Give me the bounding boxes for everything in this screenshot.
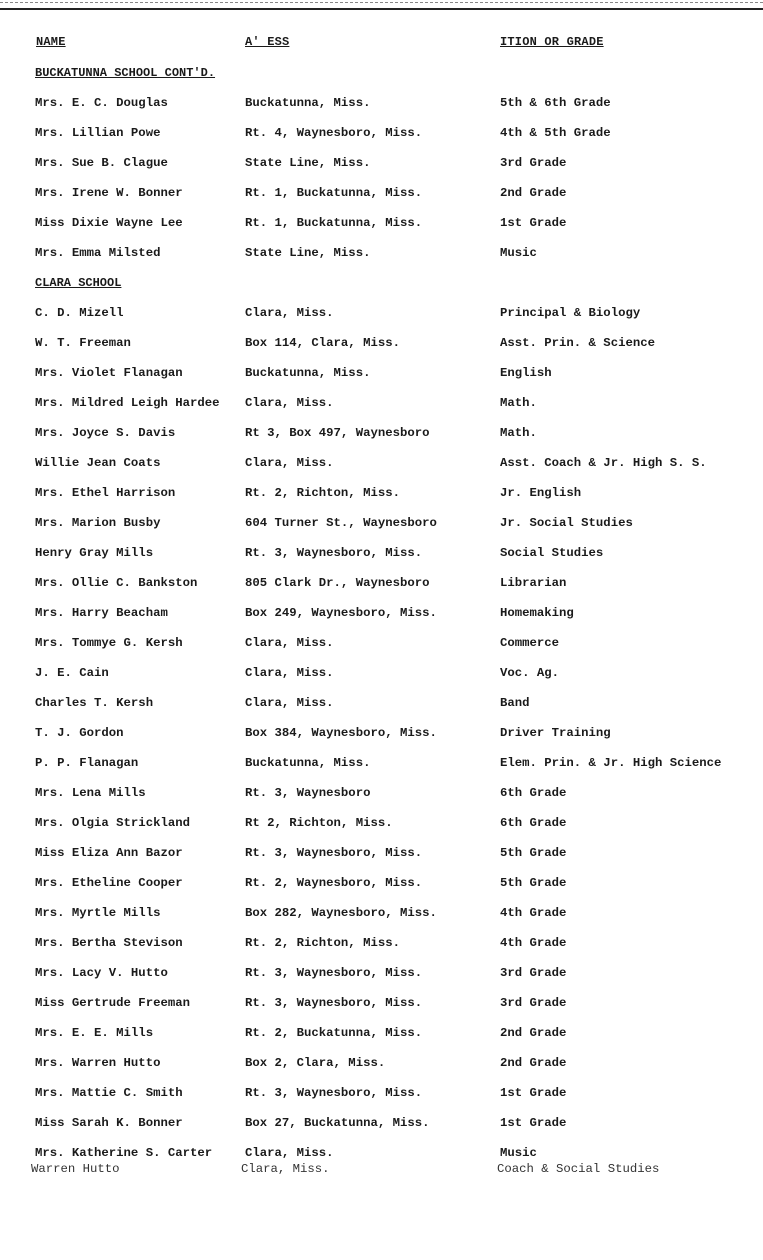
row-name: Charles T. Kersh [35,696,154,710]
table-row [0,516,763,534]
row-name: W. T. Freeman [35,336,131,350]
row-position: Homemaking [500,606,574,620]
row-position: 2nd Grade [500,186,567,200]
row-address: Box 249, Waynesboro, Miss. [245,606,437,620]
table-row [0,456,763,474]
row-name: Mrs. Joyce S. Davis [35,426,176,440]
table-row [0,756,763,774]
table-row [0,696,763,714]
row-address: Rt 2, Richton, Miss. [245,816,393,830]
row-name: Mrs. Violet Flanagan [35,366,183,380]
row-position: 5th & 6th Grade [500,96,611,110]
row-name: Mrs. Mattie C. Smith [35,1086,183,1100]
row-name: T. J. Gordon [35,726,124,740]
row-address: Rt. 2, Waynesboro, Miss. [245,876,423,890]
table-row [0,996,763,1014]
row-address: Rt. 2, Richton, Miss. [245,936,400,950]
table-row [0,606,763,624]
row-name: Mrs. Tommye G. Kersh [35,636,183,650]
row-position: Librarian [500,576,567,590]
row-address: Buckatunna, Miss. [245,96,371,110]
row-position: English [500,366,552,380]
row-name: C. D. Mizell [35,306,124,320]
row-position: Asst. Coach & Jr. High S. S. [500,456,707,470]
row-name: Miss Dixie Wayne Lee [35,216,183,230]
row-name: Mrs. Harry Beacham [35,606,168,620]
table-row [0,156,763,174]
table-row [0,576,763,594]
row-position: 1st Grade [500,1086,567,1100]
row-address: Rt. 2, Buckatunna, Miss. [245,1026,423,1040]
table-row [0,1056,763,1074]
row-position: 3rd Grade [500,966,567,980]
row-name: P. P. Flanagan [35,756,139,770]
table-row [0,1116,763,1134]
row-position: 4th Grade [500,906,567,920]
table-row [0,636,763,654]
row-name: Mrs. Etheline Cooper [35,876,183,890]
row-name: Mrs. Katherine S. Carter [35,1146,213,1160]
table-row [0,216,763,234]
row-address: Rt. 3, Waynesboro [245,786,371,800]
row-address: Clara, Miss. [245,696,334,710]
section-title-buckatunna: BUCKATUNNA SCHOOL CONT'D. [35,66,216,80]
table-row [0,846,763,864]
row-address: 805 Clark Dr., Waynesboro [245,576,430,590]
row-address: Clara, Miss. [245,1146,334,1160]
row-address: State Line, Miss. [245,156,371,170]
row-position: Jr. Social Studies [500,516,633,530]
row-address: Clara, Miss. [245,456,334,470]
row-position: 3rd Grade [500,996,567,1010]
row-position: 1st Grade [500,216,567,230]
row-name: Mrs. Lillian Powe [35,126,161,140]
row-address: Buckatunna, Miss. [245,756,371,770]
row-name: Mrs. E. E. Mills [35,1026,154,1040]
top-rule [0,8,763,10]
row-position: 6th Grade [500,786,567,800]
row-address: Rt 3, Box 497, Waynesboro [245,426,430,440]
table-row [0,486,763,504]
table-row [0,246,763,264]
row-address: Rt. 1, Buckatunna, Miss. [245,216,423,230]
table-row [0,876,763,894]
row-address: Rt. 3, Waynesboro, Miss. [245,846,423,860]
row-position: Math. [500,426,537,440]
table-row [0,366,763,384]
row-address: Box 114, Clara, Miss. [245,336,400,350]
table-row [0,186,763,204]
row-name: Mrs. Ethel Harrison [35,486,176,500]
row-name: Mrs. Lacy V. Hutto [35,966,168,980]
row-address: Rt. 4, Waynesboro, Miss. [245,126,423,140]
row-address: Box 384, Waynesboro, Miss. [245,726,437,740]
row-position: 5th Grade [500,846,567,860]
table-row [0,906,763,924]
table-row [0,96,763,114]
row-position: 2nd Grade [500,1056,567,1070]
table-row [0,546,763,564]
row-address: Rt. 3, Waynesboro, Miss. [245,966,423,980]
row-position: 6th Grade [500,816,567,830]
row-position: 3rd Grade [500,156,567,170]
row-name: Warren Hutto [31,1162,120,1176]
row-position: Voc. Ag. [500,666,560,680]
row-address: Rt. 1, Buckatunna, Miss. [245,186,423,200]
row-address: Buckatunna, Miss. [245,366,371,380]
row-position: 4th Grade [500,936,567,950]
row-name: Willie Jean Coats [35,456,161,470]
row-name: Miss Gertrude Freeman [35,996,190,1010]
row-address: Clara, Miss. [245,306,334,320]
row-address: Clara, Miss. [245,666,334,680]
table-row [0,396,763,414]
table-row [0,336,763,354]
row-position: 4th & 5th Grade [500,126,611,140]
row-name: Mrs. Bertha Stevison [35,936,183,950]
section-title-clara: CLARA SCHOOL [35,276,122,290]
column-header-address: A' ESS [245,35,290,49]
row-name: Mrs. Marion Busby [35,516,161,530]
table-row [0,1086,763,1104]
row-position: Elem. Prin. & Jr. High Science [500,756,722,770]
row-address: Rt. 2, Richton, Miss. [245,486,400,500]
row-position: 1st Grade [500,1116,567,1130]
table-row [0,666,763,684]
row-position: Asst. Prin. & Science [500,336,655,350]
row-position: 5th Grade [500,876,567,890]
table-row [0,126,763,144]
row-position: Coach & Social Studies [497,1162,660,1176]
row-address: Box 282, Waynesboro, Miss. [245,906,437,920]
row-name: Mrs. Olgia Strickland [35,816,190,830]
table-row [0,786,763,804]
row-address: Box 2, Clara, Miss. [245,1056,386,1070]
row-name: Mrs. Emma Milsted [35,246,161,260]
row-address: State Line, Miss. [245,246,371,260]
row-address: Clara, Miss. [241,1162,330,1176]
row-position: 2nd Grade [500,1026,567,1040]
row-name: Mrs. Irene W. Bonner [35,186,183,200]
row-position: Math. [500,396,537,410]
row-address: Clara, Miss. [245,396,334,410]
row-position: Jr. English [500,486,582,500]
row-name: Mrs. Sue B. Clague [35,156,168,170]
row-name: Mrs. Ollie C. Bankston [35,576,198,590]
column-header-name: NAME [36,35,66,49]
row-name: Mrs. Lena Mills [35,786,146,800]
table-row [0,426,763,444]
table-row [0,936,763,954]
row-position: Music [500,1146,537,1160]
row-address: 604 Turner St., Waynesboro [245,516,437,530]
table-row [0,816,763,834]
row-position: Driver Training [500,726,611,740]
table-row [0,306,763,324]
row-name: Mrs. Myrtle Mills [35,906,161,920]
row-position: Principal & Biology [500,306,641,320]
row-address: Rt. 3, Waynesboro, Miss. [245,1086,423,1100]
table-row [0,1026,763,1044]
table-row [0,726,763,744]
row-name: Mrs. Warren Hutto [35,1056,161,1070]
row-position: Commerce [500,636,560,650]
row-address: Rt. 3, Waynesboro, Miss. [245,996,423,1010]
row-name: Henry Gray Mills [35,546,154,560]
row-address: Box 27, Buckatunna, Miss. [245,1116,430,1130]
row-name: J. E. Cain [35,666,109,680]
table-row-typed-addition [0,1162,763,1180]
table-row [0,966,763,984]
perforated-edge [0,2,763,3]
row-position: Band [500,696,530,710]
row-position: Social Studies [500,546,604,560]
row-address: Rt. 3, Waynesboro, Miss. [245,546,423,560]
column-header-position: ITION OR GRADE [500,35,604,49]
row-position: Music [500,246,537,260]
row-name: Mrs. E. C. Douglas [35,96,168,110]
row-name: Miss Eliza Ann Bazor [35,846,183,860]
row-address: Clara, Miss. [245,636,334,650]
row-name: Miss Sarah K. Bonner [35,1116,183,1130]
row-name: Mrs. Mildred Leigh Hardee [35,396,220,410]
